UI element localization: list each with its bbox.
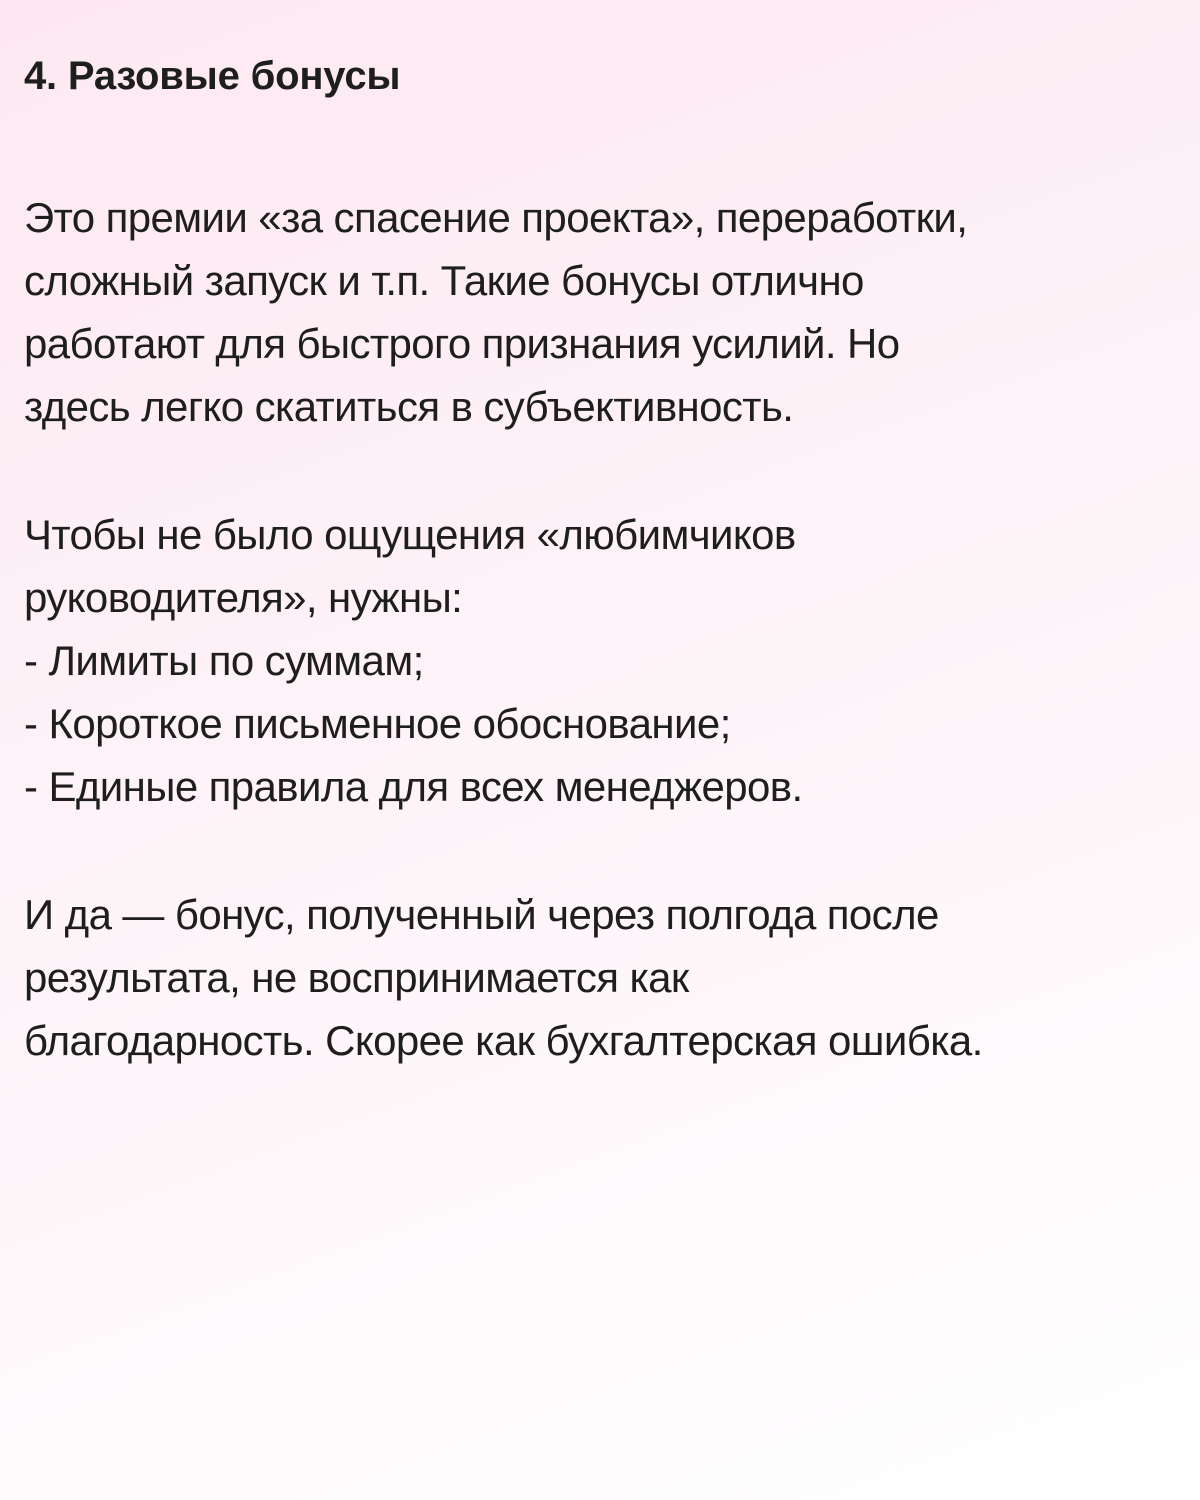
- paragraph-line: Чтобы не было ощущения «любимчиков: [24, 511, 796, 558]
- paragraph-line: руководителя», нужны:: [24, 574, 463, 621]
- paragraph-intro: [24, 186, 1178, 438]
- paragraph-line: благодарность. Скорее как бухгалтерская ошибка.: [24, 1017, 983, 1064]
- page-title: 4. Разовые бонусы: [24, 54, 401, 98]
- paragraph-line: Это премии «за спасение проекта», переработки,: [24, 194, 968, 241]
- paragraph-line: сложный запуск и т.п. Такие бонусы отлично: [24, 257, 864, 304]
- paragraph-line: здесь легко скатиться в субъективность.: [24, 383, 794, 430]
- paragraph-conclusion: [24, 883, 1178, 1072]
- paragraph-line: И да — бонус, полученный через полгода после: [24, 891, 939, 938]
- list-item: - Короткое письменное обоснование;: [24, 700, 731, 747]
- paragraph-line: результата, не воспринимается как: [24, 954, 689, 1001]
- list-item: - Лимиты по суммам;: [24, 637, 424, 684]
- list-item: - Единые правила для всех менеджеров.: [24, 763, 803, 810]
- paragraph-requirements: [24, 503, 1178, 818]
- paragraph-line: работают для быстрого признания усилий. Но: [24, 320, 900, 367]
